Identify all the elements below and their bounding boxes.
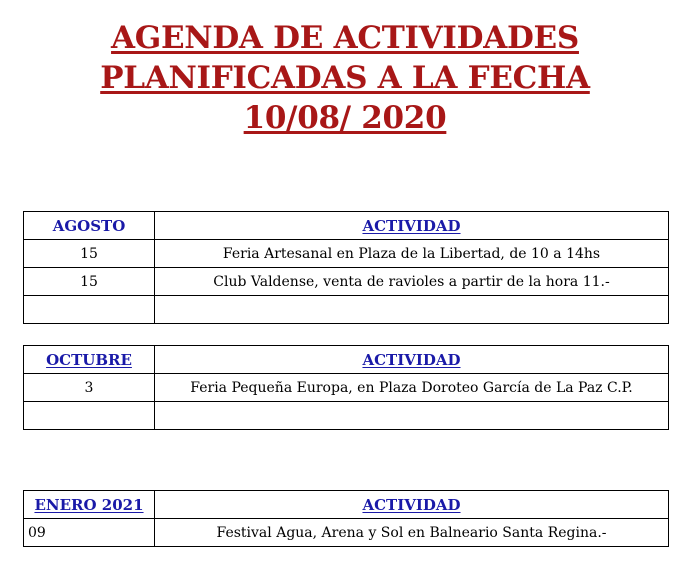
empty-cell — [24, 296, 155, 324]
day-cell: 3 — [24, 374, 155, 402]
title-line-2: PLANIFICADAS A LA FECHA — [100, 60, 590, 96]
table-header-row — [24, 346, 669, 374]
agenda-table-octubre — [23, 345, 669, 430]
month-header: AGOSTO — [24, 212, 155, 240]
empty-cell — [24, 402, 155, 430]
empty-cell — [155, 402, 669, 430]
activity-cell: Feria Pequeña Europa, en Plaza Doroteo García de La Paz C.P. — [155, 374, 669, 402]
day-cell: 15 — [24, 268, 155, 296]
table-row — [24, 519, 669, 547]
activity-header: ACTIVIDAD — [155, 491, 669, 519]
table-row — [24, 374, 669, 402]
title-line-1: AGENDA DE ACTIVIDADES — [111, 20, 579, 56]
table-row — [24, 268, 669, 296]
month-header: ENERO 2021 — [24, 491, 155, 519]
activity-cell: Feria Artesanal en Plaza de la Libertad, de 10 a 14hs — [155, 240, 669, 268]
table-row — [24, 240, 669, 268]
empty-row — [24, 296, 669, 324]
table-header-row — [24, 491, 669, 519]
agenda-table-enero-2021 — [23, 490, 669, 547]
activity-cell: Festival Agua, Arena y Sol en Balneario Santa Regina.- — [155, 519, 669, 547]
title-line-3: 10/08/ 2020 — [243, 100, 447, 136]
activity-header: ACTIVIDAD — [155, 212, 669, 240]
page-title — [0, 18, 690, 138]
month-header: OCTUBRE — [24, 346, 155, 374]
table-header-row — [24, 212, 669, 240]
day-cell: 15 — [24, 240, 155, 268]
day-cell: 09 — [24, 519, 155, 547]
activity-header: ACTIVIDAD — [155, 346, 669, 374]
agenda-table-agosto — [23, 211, 669, 324]
activity-cell: Club Valdense, venta de ravioles a partir de la hora 11.- — [155, 268, 669, 296]
empty-cell — [155, 296, 669, 324]
empty-row — [24, 402, 669, 430]
